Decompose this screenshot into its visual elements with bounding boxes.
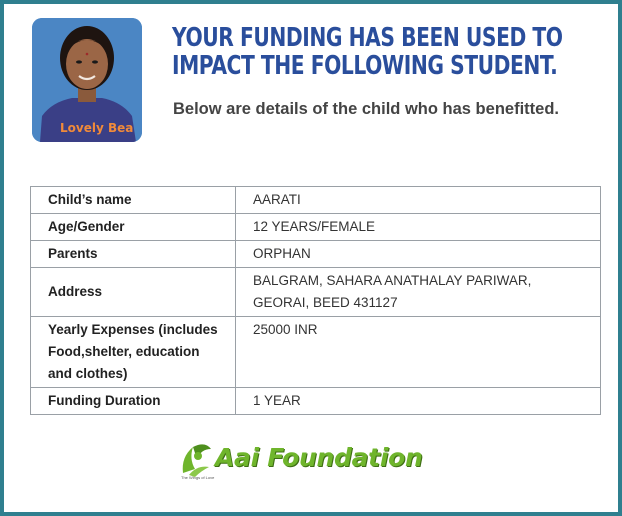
expenses-label-line-1: Yearly Expenses (includes — [48, 322, 218, 337]
row-value-funding-duration: 1 YEAR — [236, 388, 601, 415]
row-value-yearly-expenses: 25000 INR — [236, 317, 601, 388]
shirt-print-text: Lovely Bea — [60, 121, 134, 135]
page-subline: Below are details of the child who has benefitted. — [173, 100, 559, 118]
table-row — [31, 268, 601, 317]
logo-name: Aai Foundation — [215, 443, 423, 472]
logo-emblem-icon — [179, 439, 215, 479]
student-photo — [32, 18, 142, 142]
table-row — [31, 187, 601, 214]
logo-tagline: The Wings of Love — [181, 475, 215, 480]
child-details-table — [30, 186, 601, 415]
expenses-label-line-3: and clothes) — [48, 366, 128, 381]
row-label-funding-duration: Funding Duration — [31, 388, 236, 415]
row-label-age-gender: Age/Gender — [31, 214, 236, 241]
table-row — [31, 241, 601, 268]
row-value-address — [236, 268, 601, 317]
address-line-1: BALGRAM, SAHARA ANATHALAY PARIWAR, — [253, 273, 532, 288]
row-label-child-name: Child’s name — [31, 187, 236, 214]
expenses-label-line-2: Food,shelter, education — [48, 344, 200, 359]
student-portrait-image — [32, 18, 142, 142]
address-line-2: GEORAI, BEED 431127 — [253, 295, 398, 310]
row-value-age-gender: 12 YEARS/FEMALE — [236, 214, 601, 241]
row-value-child-name: AARATI — [236, 187, 601, 214]
table-row — [31, 317, 601, 388]
row-label-yearly-expenses — [31, 317, 236, 388]
page-headline: YOUR FUNDING HAS BEEN USED TO IMPACT THE FOLLOWING STUDENT. — [172, 23, 563, 81]
row-value-parents: ORPHAN — [236, 241, 601, 268]
table-row — [31, 388, 601, 415]
table-row — [31, 214, 601, 241]
row-label-parents: Parents — [31, 241, 236, 268]
row-label-address: Address — [31, 268, 236, 317]
aai-foundation-logo — [179, 439, 449, 481]
